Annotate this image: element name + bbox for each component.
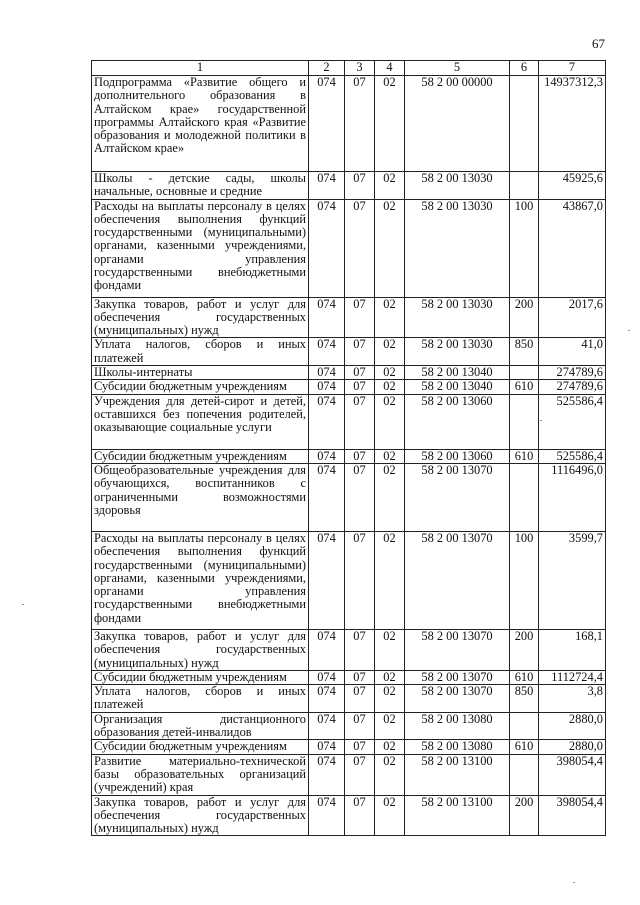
row-subsection: 02 [375,380,405,394]
row-subsection: 02 [375,531,405,629]
row-expense-type: 850 [510,338,539,366]
row-amount: 41,0 [539,338,606,366]
row-expense-type: 610 [510,740,539,754]
row-expense-type [510,463,539,531]
row-subsection: 02 [375,712,405,740]
row-expense-type [510,366,539,380]
row-name: Закупка товаров, работ и услуг для обеспечения государственных (муниципальных) нужд [92,629,309,670]
row-section: 07 [345,795,375,836]
row-grbs: 074 [309,754,345,795]
row-expense-type: 850 [510,685,539,713]
scan-speck [540,420,542,421]
row-amount: 274789,6 [539,380,606,394]
row-subsection: 02 [375,629,405,670]
row-amount: 398054,4 [539,754,606,795]
row-target-article: 58 2 00 13030 [405,199,510,297]
scan-speck [628,330,630,331]
table-row [92,338,606,366]
row-target-article: 58 2 00 13040 [405,380,510,394]
row-expense-type [510,172,539,200]
row-grbs: 074 [309,795,345,836]
row-subsection: 02 [375,172,405,200]
header-cell: 3 [345,61,375,76]
row-target-article: 58 2 00 13030 [405,172,510,200]
row-name: Учреждения для детей-сирот и детей, оставшихся без попечения родителей, оказывающие социальные услуги [92,394,309,449]
row-section: 07 [345,740,375,754]
row-name: Уплата налогов, сборов и иных платежей [92,338,309,366]
row-name: Субсидии бюджетным учреждениям [92,670,309,684]
table-row [92,795,606,836]
table-row [92,394,606,449]
row-grbs: 074 [309,380,345,394]
row-name: Субсидии бюджетным учреждениям [92,449,309,463]
row-subsection: 02 [375,199,405,297]
row-expense-type: 100 [510,531,539,629]
table-row [92,297,606,338]
row-amount: 525586,4 [539,449,606,463]
row-target-article: 58 2 00 13070 [405,531,510,629]
row-grbs: 074 [309,463,345,531]
header-cell: 6 [510,61,539,76]
row-target-article: 58 2 00 13080 [405,712,510,740]
row-target-article: 58 2 00 13070 [405,670,510,684]
row-subsection: 02 [375,449,405,463]
row-grbs: 074 [309,449,345,463]
row-target-article: 58 2 00 13070 [405,629,510,670]
row-expense-type: 200 [510,629,539,670]
row-target-article: 58 2 00 13040 [405,366,510,380]
row-section: 07 [345,449,375,463]
row-subsection: 02 [375,754,405,795]
row-amount: 3,8 [539,685,606,713]
row-name: Уплата налогов, сборов и иных платежей [92,685,309,713]
row-grbs: 074 [309,740,345,754]
row-grbs: 074 [309,629,345,670]
table-row [92,712,606,740]
row-amount: 2880,0 [539,740,606,754]
table-row [92,531,606,629]
row-expense-type: 200 [510,795,539,836]
table-row [92,380,606,394]
row-name: Организация дистанционного образования детей-инвалидов [92,712,309,740]
row-expense-type: 610 [510,670,539,684]
row-name: Общеобразовательные учреждения для обучающихся, воспитанников с ограниченными возможностями здоровья [92,463,309,531]
row-subsection: 02 [375,670,405,684]
budget-table [91,60,606,836]
row-section: 07 [345,366,375,380]
row-name: Субсидии бюджетным учреждениям [92,380,309,394]
row-section: 07 [345,380,375,394]
header-cell: 5 [405,61,510,76]
table-row [92,685,606,713]
header-row [92,61,606,76]
row-name: Развитие материально-технической базы образовательных организаций (учреждений) края [92,754,309,795]
table-row [92,754,606,795]
table-row [92,172,606,200]
table-row [92,463,606,531]
row-target-article: 58 2 00 13100 [405,754,510,795]
row-grbs: 074 [309,366,345,380]
row-section: 07 [345,172,375,200]
row-target-article: 58 2 00 13060 [405,394,510,449]
row-section: 07 [345,531,375,629]
row-target-article: 58 2 00 13070 [405,685,510,713]
row-name: Школы - детские сады, школы начальные, основные и средние [92,172,309,200]
row-grbs: 074 [309,531,345,629]
header-cell: 4 [375,61,405,76]
row-section: 07 [345,463,375,531]
row-name: Субсидии бюджетным учреждениям [92,740,309,754]
row-section: 07 [345,629,375,670]
row-grbs: 074 [309,394,345,449]
row-subsection: 02 [375,394,405,449]
row-amount: 1112724,4 [539,670,606,684]
row-amount: 43867,0 [539,199,606,297]
row-amount: 525586,4 [539,394,606,449]
header-cell: 7 [539,61,606,76]
row-target-article: 58 2 00 13060 [405,449,510,463]
row-target-article: 58 2 00 13070 [405,463,510,531]
row-expense-type [510,754,539,795]
table-row [92,670,606,684]
row-amount: 2017,6 [539,297,606,338]
row-expense-type: 100 [510,199,539,297]
table-row [92,629,606,670]
row-amount: 2880,0 [539,712,606,740]
row-subsection: 02 [375,795,405,836]
row-subsection: 02 [375,76,405,172]
row-expense-type: 610 [510,380,539,394]
row-name: Подпрограмма «Развитие общего и дополнительного образования в Алтайском крае» государственной программы Алтайского края «Развитие образования и молодежной политики в Алтайском крае» [92,76,309,172]
row-grbs: 074 [309,338,345,366]
row-target-article: 58 2 00 13030 [405,338,510,366]
row-subsection: 02 [375,463,405,531]
row-target-article: 58 2 00 00000 [405,76,510,172]
header-cell: 2 [309,61,345,76]
scan-speck [22,604,24,605]
row-section: 07 [345,754,375,795]
row-target-article: 58 2 00 13100 [405,795,510,836]
row-section: 07 [345,685,375,713]
row-subsection: 02 [375,740,405,754]
row-name: Расходы на выплаты персоналу в целях обеспечения выполнения функций государственными (муниципальными) органами, казенными учреждениями, органами управления государственными внебюджетными фондами [92,199,309,297]
row-amount: 168,1 [539,629,606,670]
row-subsection: 02 [375,338,405,366]
row-target-article: 58 2 00 13080 [405,740,510,754]
table-row [92,366,606,380]
row-target-article: 58 2 00 13030 [405,297,510,338]
row-name: Школы-интернаты [92,366,309,380]
row-expense-type [510,394,539,449]
row-amount: 1116496,0 [539,463,606,531]
row-amount: 274789,6 [539,366,606,380]
row-expense-type: 200 [510,297,539,338]
row-subsection: 02 [375,297,405,338]
table-row [92,740,606,754]
row-grbs: 074 [309,685,345,713]
row-expense-type: 610 [510,449,539,463]
row-name: Закупка товаров, работ и услуг для обеспечения государственных (муниципальных) нужд [92,795,309,836]
row-section: 07 [345,76,375,172]
row-grbs: 074 [309,712,345,740]
row-expense-type [510,76,539,172]
row-grbs: 074 [309,670,345,684]
row-grbs: 074 [309,172,345,200]
row-subsection: 02 [375,685,405,713]
row-section: 07 [345,712,375,740]
row-expense-type [510,712,539,740]
row-name: Закупка товаров, работ и услуг для обеспечения государственных (муниципальных) нужд [92,297,309,338]
row-grbs: 074 [309,297,345,338]
table-row [92,449,606,463]
row-section: 07 [345,394,375,449]
row-section: 07 [345,297,375,338]
row-amount: 398054,4 [539,795,606,836]
page-number: 67 [592,36,605,51]
row-grbs: 074 [309,199,345,297]
header-cell: 1 [92,61,309,76]
scan-speck [573,882,575,883]
row-amount: 3599,7 [539,531,606,629]
table-row [92,76,606,172]
row-section: 07 [345,199,375,297]
row-grbs: 074 [309,76,345,172]
row-section: 07 [345,670,375,684]
row-name: Расходы на выплаты персоналу в целях обеспечения выполнения функций государственными (муниципальными) органами, казенными учреждениями, органами управления государственными внебюджетными фондами [92,531,309,629]
row-amount: 14937312,3 [539,76,606,172]
row-amount: 45925,6 [539,172,606,200]
row-subsection: 02 [375,366,405,380]
table-row [92,199,606,297]
row-section: 07 [345,338,375,366]
